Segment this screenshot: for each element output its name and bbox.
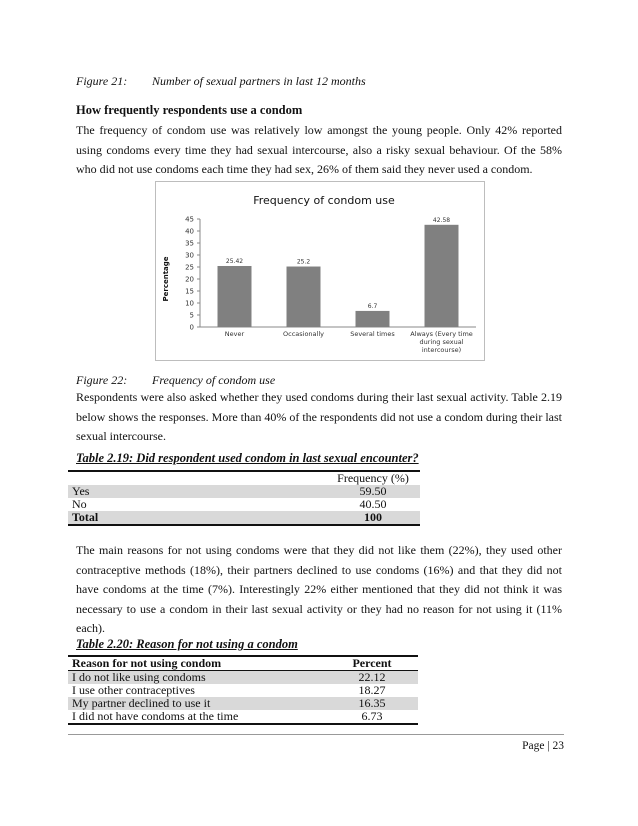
table-219 [68,470,420,526]
table-219-total-label: Total [72,510,99,524]
chart-y-tick-label: 15 [185,287,194,296]
chart-y-tick-label: 10 [185,299,194,308]
chart-y-axis-label: Percentage [162,256,170,302]
chart-y-tick-label: 30 [185,251,194,260]
table-219-header-row [68,471,420,485]
chart-y-tick-label: 45 [185,215,194,224]
figure-21-number: Figure 21: [76,74,128,88]
chart-y-tick-label: 40 [185,227,194,236]
chart-data-label: 42.58 [432,216,451,224]
chart-x-tick-label: Several times [350,330,395,338]
table-219-row-label: No [72,497,87,511]
table-220 [68,655,418,725]
table-220-header-percent: Percent [352,656,392,670]
figure-22-number: Figure 22: [76,373,128,387]
chart-x-tick-label: Occasionally [283,330,324,338]
chart-data-label: 6.7 [367,302,378,310]
reasons-paragraph: The main reasons for not using condoms were that they did not like them (22%), they used other contraceptive methods (18%), their partners declined to use condoms (16%) and that they did not have condoms at the time (7%). Interestingly 22% either mentioned that they did not think it was necessary to use a condom in their last sexual activity or they had no reason for not using it (11% each). [76,543,562,635]
chart-y-tick-label: 25 [185,263,194,272]
table-219-row-label: Yes [72,484,90,498]
table-219-row-value: 59.50 [359,484,387,498]
condom-use-chart [155,181,485,361]
table-220-title: Table 2.20: Reason for not using a condom [76,637,298,651]
chart-bar [356,311,390,327]
chart-title: Frequency of condom use [253,194,395,207]
footer-rule [68,734,564,735]
last-activity-paragraph: Respondents were also asked whether they used condoms during their last sexual activity. Table 2.19 below shows the responses. More than 40% of the respondents did not use a condom during their last sexual intercourse. [76,390,562,443]
table-row [68,710,418,724]
table-219-row-value: 40.50 [359,497,387,511]
table-row [68,671,418,685]
intro-paragraph: The frequency of condom use was relatively low amongst the young people. Only 42% reported using condoms every time they had sexual intercourse, also a risky sexual behaviour. Of the 58% who did not use condoms each time they had sex, 26% of them said they never used a condom. [76,123,562,176]
table-220-row-label: I did not have condoms at the time [72,709,239,723]
table-219-header: Frequency (%) [337,471,409,485]
table-220-header-reason: Reason for not using condom [72,656,222,670]
table-220-row-value: 22.12 [358,670,386,684]
table-220-row-label: I use other contraceptives [72,683,195,697]
table-219-total-row [68,511,420,525]
table-220-row-value: 18.27 [358,683,386,697]
chart-bar [287,267,321,327]
section-heading: How frequently respondents use a condom [76,103,303,117]
table-220-row-label: I do not like using condoms [72,670,206,684]
page-number: Page | 23 [522,740,564,752]
chart-y-tick-label: 5 [189,311,194,320]
chart-bar [218,266,252,327]
table-220-header-row [68,656,418,671]
table-219-total-value: 100 [364,510,382,524]
chart-y-tick-label: 20 [185,275,194,284]
table-220-row-label: My partner declined to use it [72,696,211,710]
chart-x-tick-label: Never [224,330,245,338]
table-220-row-value: 16.35 [358,696,386,710]
table-220-row-value: 6.73 [361,709,383,723]
chart-data-label: 25.42 [225,257,244,265]
figure-21-caption [76,74,366,89]
figure-22-title: Frequency of condom use [152,373,276,387]
chart-y-tick-label: 35 [185,239,194,248]
chart-bar [425,225,459,327]
figure-21-title: Number of sexual partners in last 12 months [152,74,366,88]
chart-data-label: 25.2 [296,258,311,266]
chart-x-tick-label: Always (Every time during sexual intercourse) [410,330,473,354]
chart-y-tick-label: 0 [189,323,194,332]
chart-svg [156,182,484,360]
table-219-title: Table 2.19: Did respondent used condom in last sexual encounter? [76,451,419,465]
figure-22-caption [76,373,275,388]
